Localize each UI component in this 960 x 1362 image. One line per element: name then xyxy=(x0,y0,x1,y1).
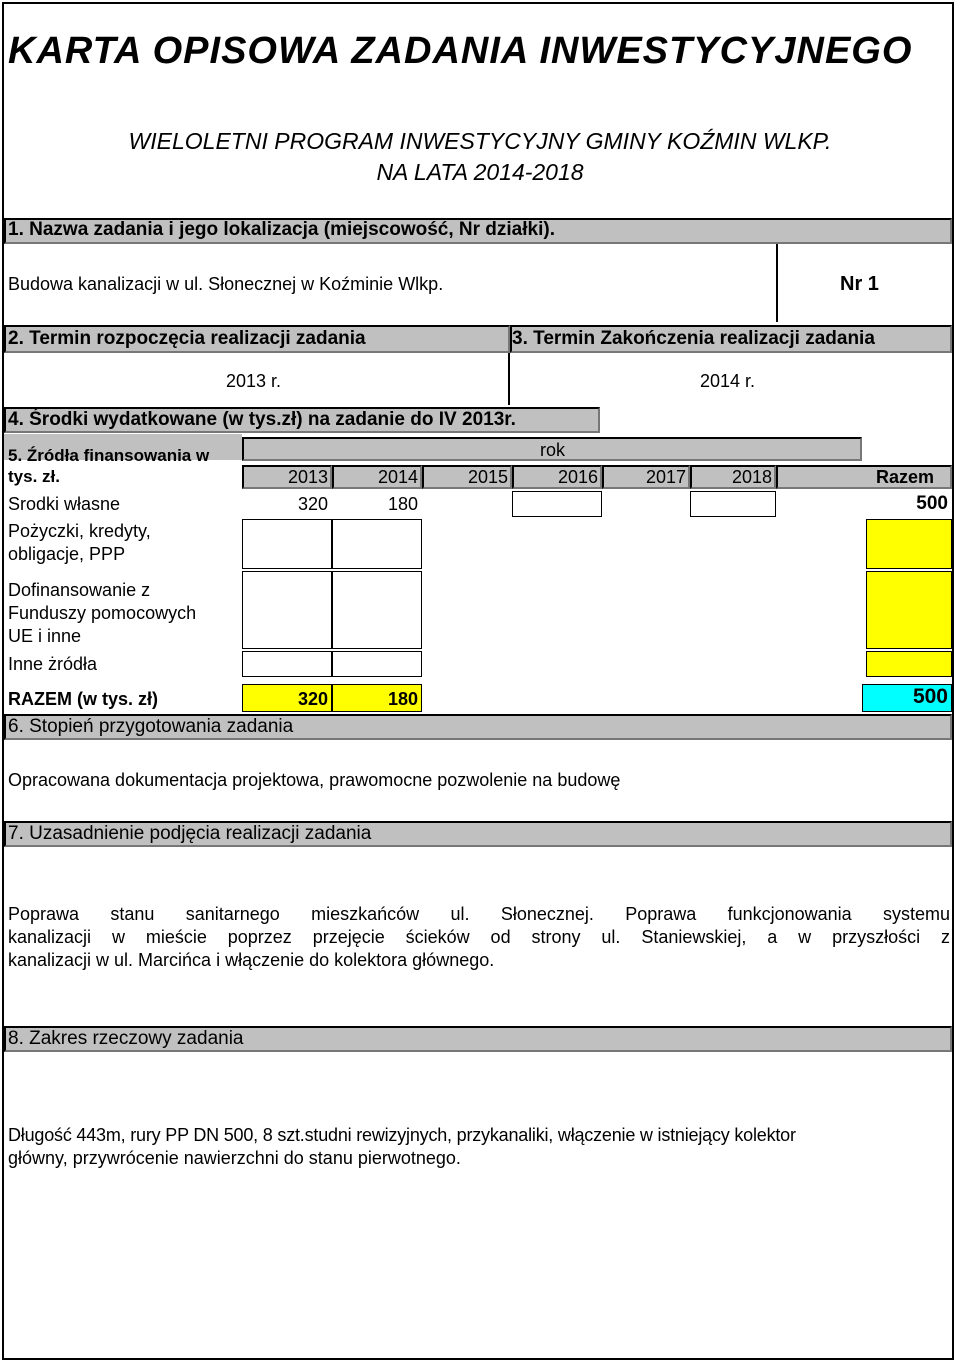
number-divider xyxy=(776,244,778,322)
section2-heading: 2. Termin rozpoczęcia realizacji zadania xyxy=(8,328,366,349)
section5-heading-2: tys. zł. xyxy=(8,467,60,486)
row-own-funds-2018-cell xyxy=(690,491,776,517)
row-own-funds-2014: 180 xyxy=(387,494,418,514)
row-own-funds-2013: 320 xyxy=(297,494,328,514)
year-2016-label: 2016 xyxy=(557,467,598,487)
terms-divider xyxy=(508,353,510,405)
row-other-label: Inne żródła xyxy=(8,654,98,674)
sum-2014: 180 xyxy=(387,689,418,709)
section7-line-3: kanalizacji w ul. Marcińca i włączenie do kolektora głównego. xyxy=(8,950,495,970)
year-2015-label: 2015 xyxy=(467,467,508,487)
task-number: Nr 1 xyxy=(840,273,879,295)
section8-line-2: główny, przywrócenie nawierzchni do stanu pierwotnego. xyxy=(8,1148,461,1168)
section7-line-2: kanalizacji w mieście poprzez przejęcie ścieków od strony ul. Staniewskiej, a w przyszłości z xyxy=(8,927,950,947)
section7-heading: 7. Uzasadnienie podjęcia realizacji zadania xyxy=(8,823,372,844)
section5-heading-1: 5. Źródła finansowania w xyxy=(8,446,210,465)
section4-heading: 4. Środki wydatkowane (w tys.zł) na zadanie do IV 2013r. xyxy=(8,409,516,430)
row-other-2013-cell xyxy=(242,651,332,677)
row-cofunding-label-1: Dofinansowanie z xyxy=(8,580,151,600)
total-label: Razem xyxy=(875,467,934,487)
row-cofunding-label-2: Funduszy pomocowych xyxy=(8,603,197,623)
section6-heading: 6. Stopień przygotowania zadania xyxy=(8,716,294,737)
task-name: Budowa kanalizacji w ul. Słonecznej w Koźminie Wlkp. xyxy=(8,274,444,294)
section7-line-1: Poprawa stanu sanitarnego mieszkańców ul. Słonecznej. Poprawa funkcjonowania systemu xyxy=(8,904,950,924)
row-cofunding-2013-cell xyxy=(242,571,332,649)
row-own-funds-total: 500 xyxy=(916,493,948,514)
row-cofunding-2014-cell xyxy=(332,571,422,649)
row-loans-total-cell xyxy=(866,519,952,569)
year-2017-label: 2017 xyxy=(645,467,686,487)
section3-heading: 3. Termin Zakończenia realizacji zadania xyxy=(512,328,875,349)
row-own-funds-label: Srodki własne xyxy=(8,494,121,514)
row-other-2014-cell xyxy=(332,651,422,677)
row-loans-2014-cell xyxy=(332,519,422,569)
rok-label: rok xyxy=(540,440,566,460)
section8-heading: 8. Zakres rzeczowy zadania xyxy=(8,1028,244,1049)
program-line-1: WIELOLETNI PROGRAM INWESTYCYJNY GMINY KOŹMIN WLKP. xyxy=(128,128,832,154)
sum-2013: 320 xyxy=(297,689,328,709)
row-other-total-cell xyxy=(866,651,952,677)
section6-text: Opracowana dokumentacja projektowa, prawomocne pozwolenie na budowę xyxy=(8,770,621,790)
start-date: 2013 r. xyxy=(226,371,282,391)
sum-row-label: RAZEM (w tys. zł) xyxy=(8,689,159,709)
sum-total: 500 xyxy=(912,685,948,708)
row-cofunding-total-cell xyxy=(866,571,952,649)
row-loans-2013-cell xyxy=(242,519,332,569)
program-line-2: NA LATA 2014-2018 xyxy=(376,159,584,185)
row-loans-label-1: Pożyczki, kredyty, xyxy=(8,521,151,541)
year-2014-label: 2014 xyxy=(377,467,418,487)
section1-heading: 1. Nazwa zadania i jego lokalizacja (miejscowość, Nr działki). xyxy=(8,219,555,240)
row-cofunding-label-3: UE i inne xyxy=(8,626,82,646)
end-date: 2014 r. xyxy=(700,371,756,391)
year-2013-label: 2013 xyxy=(287,467,328,487)
year-2018-label: 2018 xyxy=(731,467,772,487)
row-loans-label-2: obligacje, PPP xyxy=(8,544,126,564)
section8-line-1: Długość 443m, rury PP DN 500, 8 szt.studni rewizyjnych, przykanaliki, włączenie w istniejący kolektor xyxy=(8,1125,796,1145)
page-title: KARTA OPISOWA ZADANIA INWESTYCYJNEGO xyxy=(8,30,913,72)
row-own-funds-2016-cell xyxy=(512,491,602,517)
